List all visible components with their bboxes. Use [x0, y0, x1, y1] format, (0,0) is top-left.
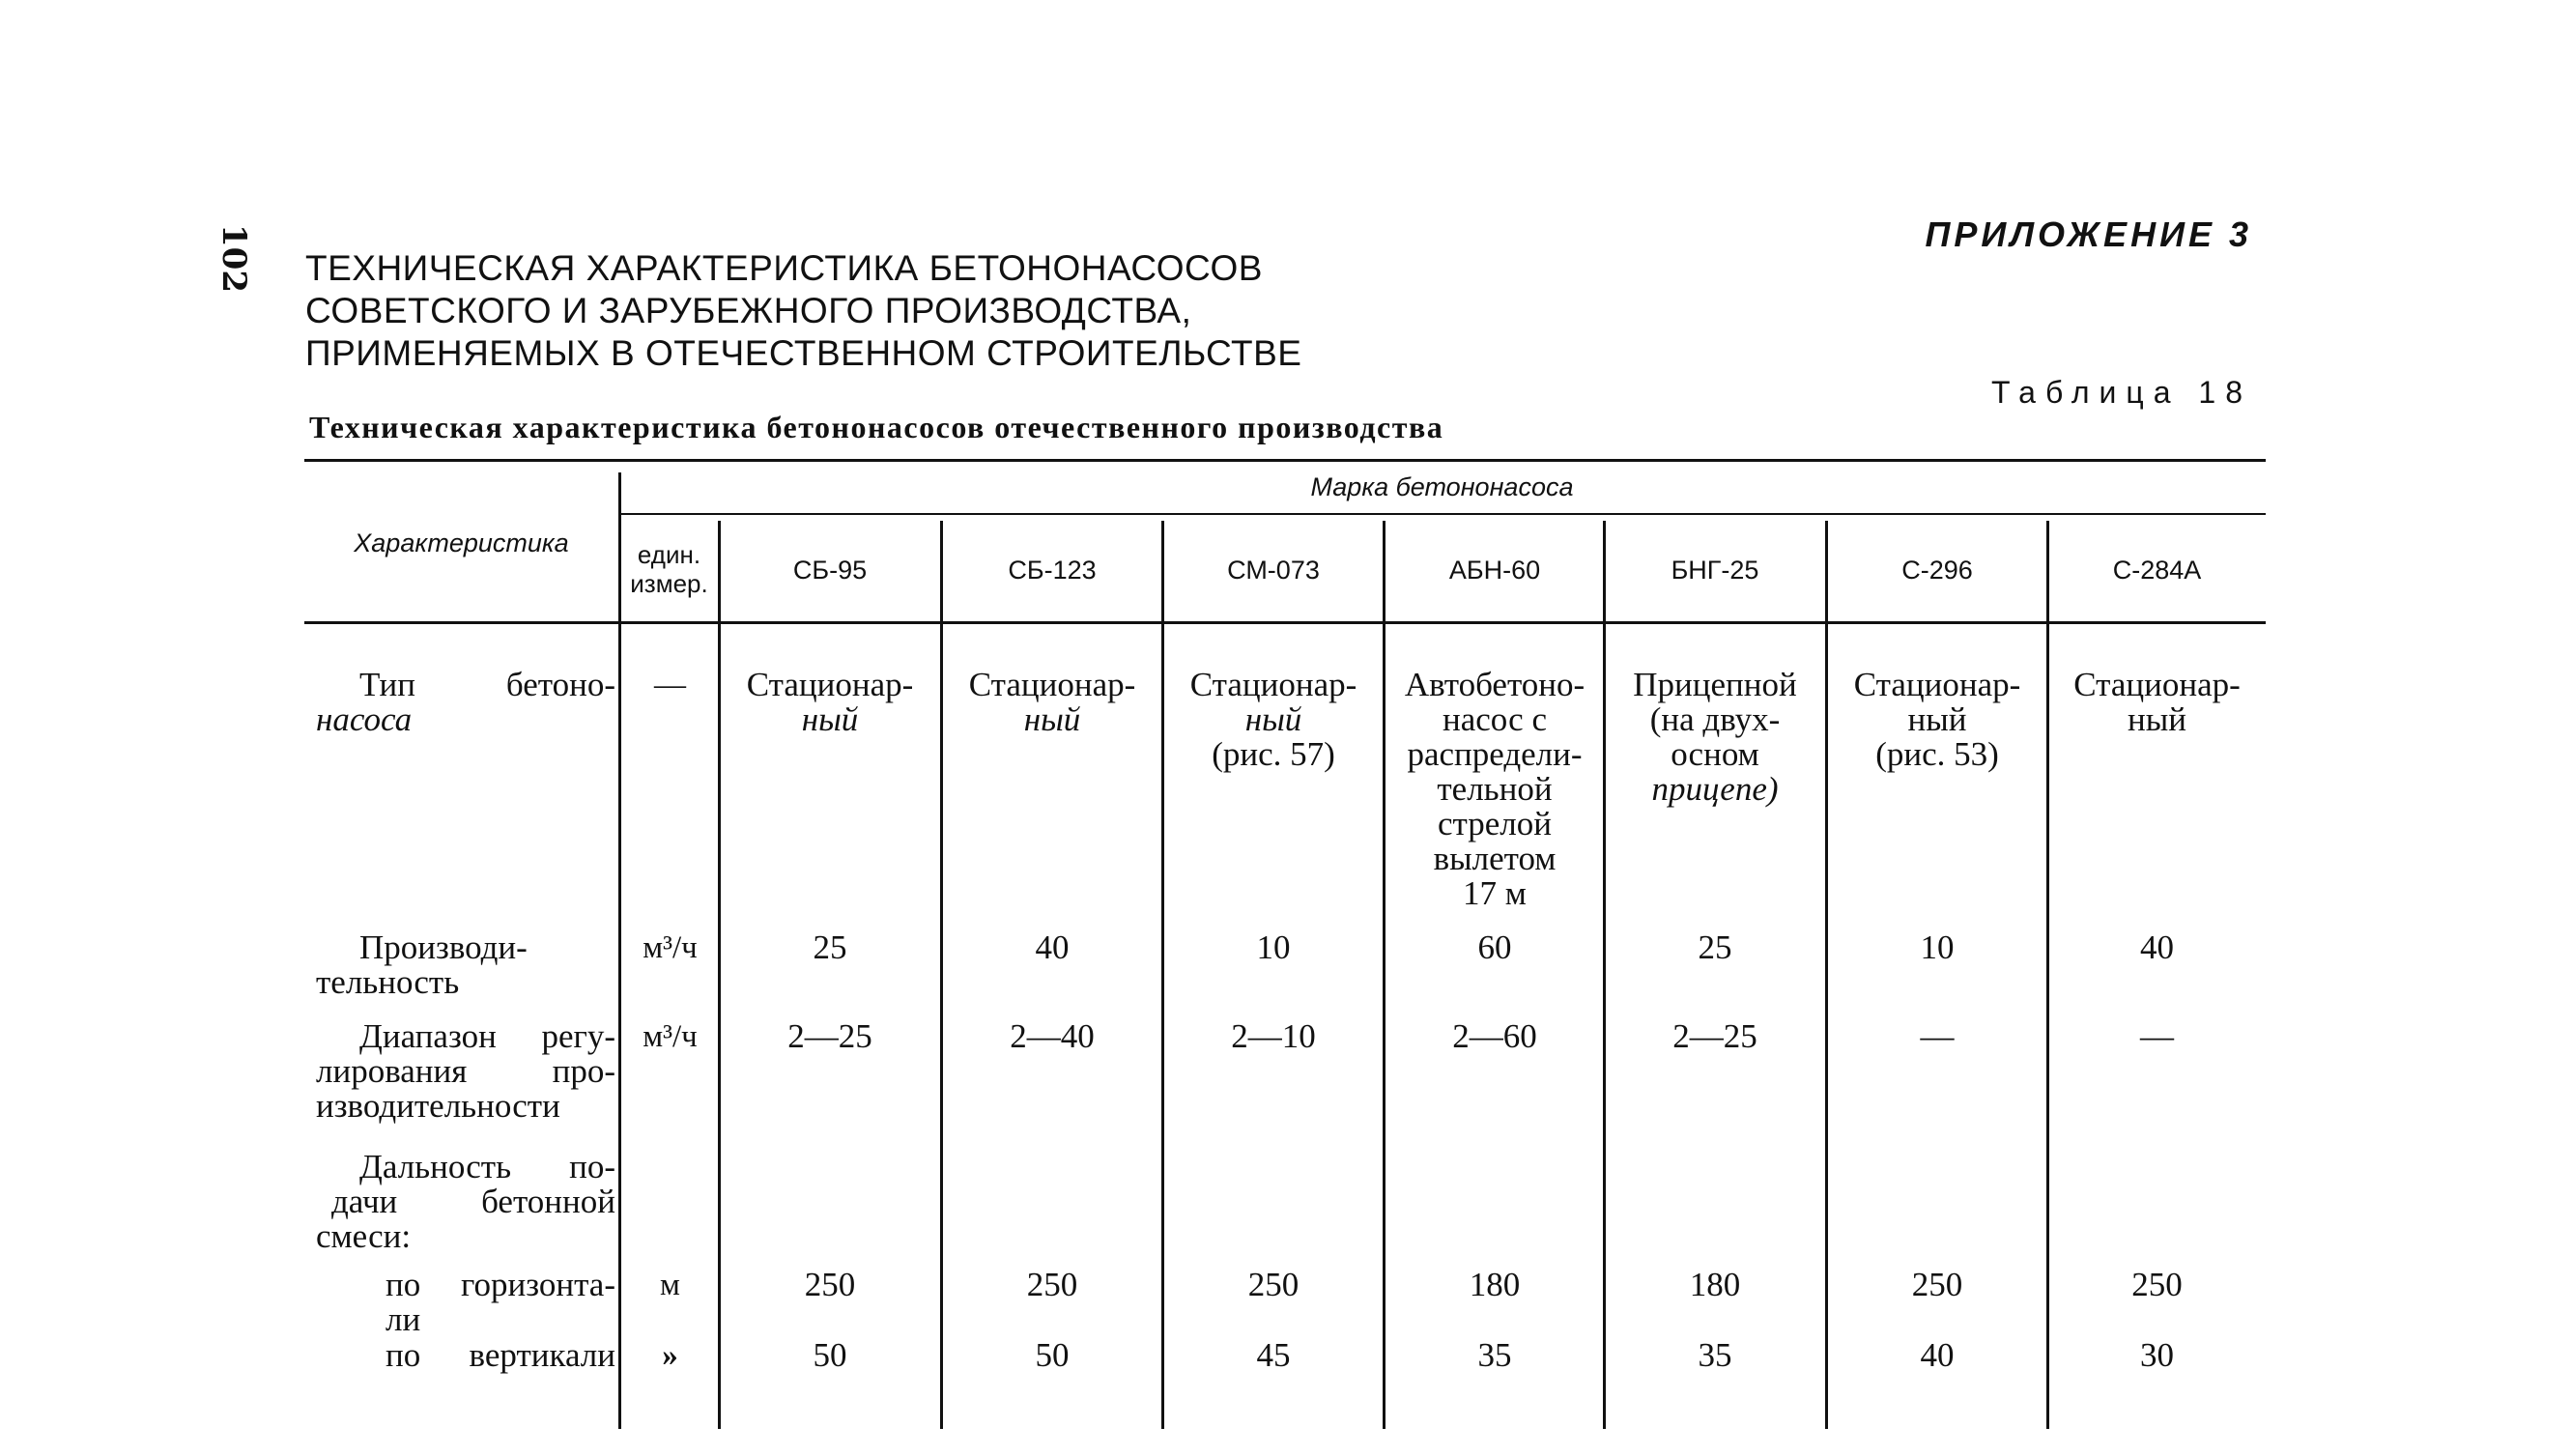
productivity-bng25: 25: [1698, 928, 1732, 966]
unit-vertical: »: [662, 1338, 678, 1373]
cell-line: стрелой: [1438, 805, 1552, 842]
range-sb123: 2—40: [1010, 1017, 1095, 1055]
cell-line: Стационар-: [1189, 666, 1357, 703]
vertical-bng25: 35: [1698, 1336, 1732, 1374]
row-label-range: [316, 1019, 615, 1124]
productivity-s284a: 40: [2140, 928, 2174, 966]
header-brand-abn60: АБН-60: [1448, 556, 1541, 585]
title-line: ТЕХНИЧЕСКАЯ ХАРАКТЕРИСТИКА БЕТОНОНАСОСОВ: [305, 248, 1263, 288]
cell-line: Прицепной: [1633, 666, 1797, 703]
type-cell-sm073: [1163, 668, 1384, 772]
vertical-sb95: 50: [813, 1336, 847, 1374]
cell-line: (на двух-: [1649, 700, 1781, 738]
header-brand-sb95: СБ-95: [792, 556, 868, 585]
vertical-sm073: 45: [1256, 1336, 1291, 1374]
row-label-type: [316, 668, 615, 737]
row-label-horizontal: [316, 1268, 615, 1337]
vertical-sb123: 50: [1035, 1336, 1070, 1374]
label-line: Тип бетоно-: [359, 666, 615, 703]
header-brand-s296: С-296: [1901, 556, 1973, 585]
vertical-s296: 40: [1920, 1336, 1955, 1374]
label-line: дачи бетонной: [331, 1183, 615, 1220]
header-unit: [619, 540, 719, 598]
header-brand: Марка бетононасоса: [1310, 472, 1574, 501]
type-cell-sb95: [720, 668, 940, 737]
header-characteristic: Характеристика: [354, 528, 569, 557]
horizontal-sm073: 250: [1247, 1266, 1300, 1303]
cell-line: Стационар-: [1853, 666, 2021, 703]
header-unit-line: измер.: [630, 569, 708, 598]
range-s284a: —: [2140, 1017, 2174, 1055]
vertical-s284a: 30: [2140, 1336, 2174, 1374]
cell-line: ный: [801, 700, 859, 738]
label-line: Дальность по-: [359, 1148, 615, 1185]
horizontal-s296: 250: [1911, 1266, 1963, 1303]
range-sm073: 2—10: [1231, 1017, 1316, 1055]
label-line: ли: [386, 1300, 421, 1338]
label-line: насоса: [316, 700, 413, 738]
label-line: лирования про-: [316, 1052, 615, 1090]
unit-productivity: м³/ч: [643, 930, 698, 965]
label-line: тельность: [316, 963, 460, 1001]
label-line: изводительности: [316, 1087, 560, 1125]
title-line: ПРИМЕНЯЕМЫХ В ОТЕЧЕСТВЕННОМ СТРОИТЕЛЬСТВЕ: [305, 333, 1302, 373]
specs-table: [304, 459, 2266, 1425]
unit-range: м³/ч: [643, 1019, 698, 1054]
cell-line: вылетом: [1433, 840, 1557, 877]
cell-line: Автобетоно-: [1404, 666, 1585, 703]
cell-line: Стационар-: [746, 666, 914, 703]
range-abn60: 2—60: [1452, 1017, 1537, 1055]
table-top-rule: [304, 459, 2266, 462]
range-sb95: 2—25: [787, 1017, 872, 1055]
header-brand-s284a: С-284А: [2112, 556, 2202, 585]
header-brand-sb123: СБ-123: [1008, 556, 1097, 585]
horizontal-sb95: 250: [804, 1266, 856, 1303]
productivity-sm073: 10: [1256, 928, 1291, 966]
cell-line: насос с: [1443, 700, 1547, 738]
cell-line: ный: [1244, 700, 1302, 738]
cell-line: (рис. 53): [1875, 735, 1999, 773]
type-cell-bng25: [1605, 668, 1825, 807]
range-bng25: 2—25: [1672, 1017, 1757, 1055]
cell-line: ный: [1907, 700, 1967, 738]
cell-line: Стационар-: [2073, 666, 2241, 703]
horizontal-abn60: 180: [1469, 1266, 1521, 1303]
unit-type: —: [654, 668, 686, 702]
row-label-productivity: [316, 930, 615, 1000]
row-label-vertical: [316, 1338, 615, 1373]
label-line: по горизонта-: [386, 1266, 615, 1303]
table-caption: Техническая характеристика бетононасосов отечественного производства: [309, 410, 1444, 444]
cell-line: ный: [1023, 700, 1081, 738]
horizontal-sb123: 250: [1026, 1266, 1078, 1303]
cell-line: Стационар-: [968, 666, 1136, 703]
header-unit-line: един.: [637, 540, 701, 569]
productivity-sb95: 25: [813, 928, 847, 966]
header-brand-bng25: БНГ-25: [1671, 556, 1759, 585]
cell-line: тельной: [1437, 770, 1553, 808]
range-s296: —: [1920, 1017, 1955, 1055]
brand-header-rule: [618, 513, 2266, 515]
cell-line: осном: [1671, 735, 1759, 773]
page-number: 102: [214, 224, 253, 293]
type-cell-abn60: [1385, 668, 1605, 911]
cell-line: ный: [2128, 700, 2186, 738]
label-line: по вертикали: [386, 1336, 615, 1374]
cell-line: прицепе): [1651, 770, 1779, 808]
productivity-abn60: 60: [1477, 928, 1512, 966]
document-title: [305, 247, 1301, 375]
label-line: Диапазон регу-: [359, 1017, 615, 1055]
header-brand-sm073: СМ-073: [1227, 556, 1320, 585]
cell-line: 17 м: [1463, 874, 1527, 912]
cell-line: (рис. 57): [1212, 735, 1335, 773]
table-number: Таблица 18: [1991, 375, 2252, 410]
appendix-label: ПРИЛОЖЕНИЕ 3: [1925, 214, 2252, 254]
type-cell-sb123: [942, 668, 1162, 737]
productivity-s296: 10: [1920, 928, 1955, 966]
unit-horizontal: м: [660, 1268, 680, 1302]
cell-line: распредели-: [1407, 735, 1583, 773]
label-line: смеси:: [316, 1217, 412, 1255]
type-cell-s284a: [2048, 668, 2266, 737]
header-bottom-rule: [304, 621, 2266, 624]
title-line: СОВЕТСКОГО И ЗАРУБЕЖНОГО ПРОИЗВОДСТВА,: [305, 291, 1192, 330]
horizontal-s284a: 250: [2131, 1266, 2183, 1303]
productivity-sb123: 40: [1035, 928, 1070, 966]
type-cell-s296: [1827, 668, 2047, 772]
vertical-abn60: 35: [1477, 1336, 1512, 1374]
label-line: Производи-: [359, 928, 528, 966]
horizontal-bng25: 180: [1689, 1266, 1741, 1303]
row-label-distance: [316, 1150, 615, 1254]
